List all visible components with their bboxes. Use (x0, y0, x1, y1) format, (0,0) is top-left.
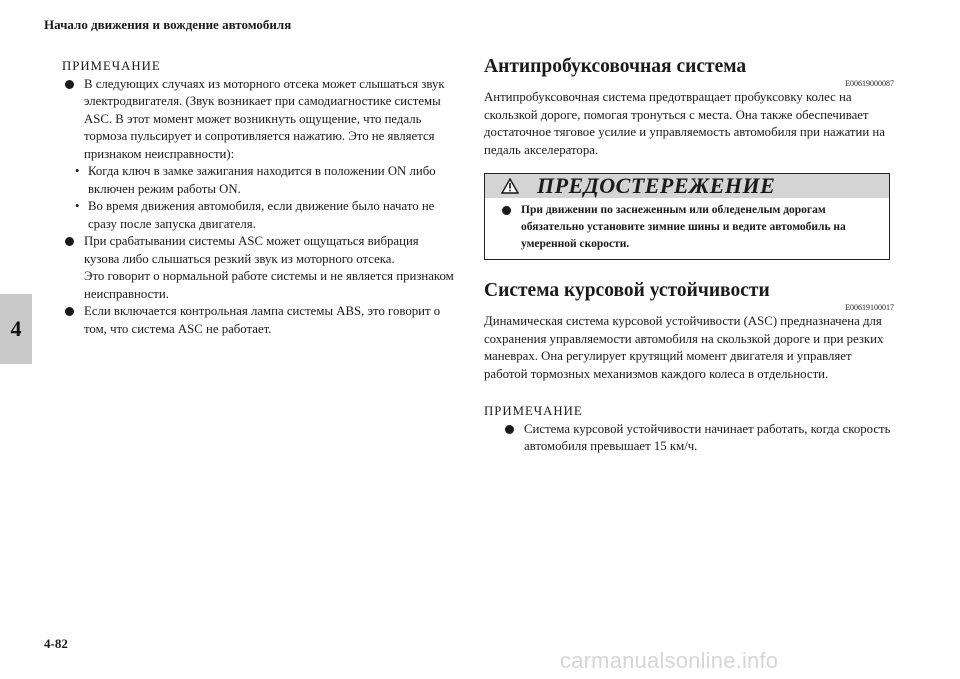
chapter-number: 4 (10, 316, 22, 341)
chapter-tab (0, 294, 32, 364)
note-subitem (62, 198, 457, 233)
section-heading-stability-control: Система курсовой устойчивости (484, 280, 770, 301)
note-subitem-text: Во время движения автомобиля, если движение было начато не сразу после запуска двигателя. (88, 199, 435, 231)
left-column (62, 58, 457, 338)
section-code: E00619100017 (845, 303, 894, 312)
note-item-text: В следующих случаях из моторного отсека может слышаться звук электродвигателя. (Звук возникает при самодиагностике системы ASC. В этот момент может возникнуть ощущение, что педаль тормоза пульсирует и сопротивляется нажатию. Это не является признаком неисправности): (84, 76, 445, 161)
warning-title: ПРЕДОСТЕРЕЖЕНИЕ (537, 173, 776, 198)
note-label: ПРИМЕЧАНИЕ (62, 59, 161, 73)
section-heading-traction-control: Антипробуксовочная система (484, 56, 747, 77)
bullet-icon (505, 425, 514, 434)
section-code: E00619000087 (845, 79, 894, 88)
bullet-icon (502, 206, 511, 215)
bullet-icon (65, 307, 74, 316)
bullet-icon (65, 80, 74, 89)
note-item (62, 76, 457, 164)
warning-body (485, 198, 889, 259)
note-subitem-text: Когда ключ в замке зажигания находится в положении ON либо включен режим работы ON. (88, 164, 436, 196)
dot-icon: • (75, 164, 80, 178)
warning-header (485, 174, 889, 198)
running-header: Начало движения и вождение автомобиля (44, 17, 292, 32)
warning-triangle-icon (501, 178, 519, 194)
right-column (484, 56, 894, 456)
note-item-text: Если включается контрольная лампа системы ABS, это говорит о том, что система ASC не работает. (84, 304, 441, 336)
note-item-extra: Это говорит о нормальной работе системы и не является признаком неисправности. (84, 269, 454, 301)
warning-item (499, 202, 881, 253)
note-label: ПРИМЕЧАНИЕ (484, 404, 583, 418)
dot-icon: • (75, 199, 80, 213)
note-item (62, 303, 457, 338)
note-subitem (62, 163, 457, 198)
watermark: carmanualsonline.info (560, 648, 779, 673)
note-block (484, 403, 894, 456)
bullet-icon (65, 237, 74, 246)
warning-item-text: При движении по заснеженным или обледенелым дорогам обязательно установите зимние шины и ведите автомобиль на умеренной скорости. (521, 204, 846, 250)
note-item-text: Система курсовой устойчивости начинает работать, когда скорость автомобиля превышает 15 км/ч. (524, 421, 891, 453)
section-stability-control (484, 280, 894, 383)
section-paragraph: Антипробуксовочная система предотвращает пробуксовку колес на скользкой дороге, помогая тронуться с места. Она также обеспечивает достаточное тяговое усилие и управляемость автомобиля при нажатии на педаль акселератора. (484, 90, 885, 157)
page-number: 4-82 (44, 636, 68, 651)
note-item-text: При срабатывании системы ASC может ощущаться вибрация кузова либо слышаться резкий звук из моторного отсека. (84, 234, 419, 266)
section-paragraph: Динамическая система курсовой устойчивости (ASC) предназначена для сохранения управляемости автомобиля на скользкой дороге и при резких маневрах. Она регулирует крутящий момент двигателя и управляет работой тормозных механизмов каждого колеса в отдельности. (484, 314, 884, 381)
note-item (62, 233, 457, 268)
warning-box (484, 173, 890, 260)
note-item (502, 421, 894, 456)
